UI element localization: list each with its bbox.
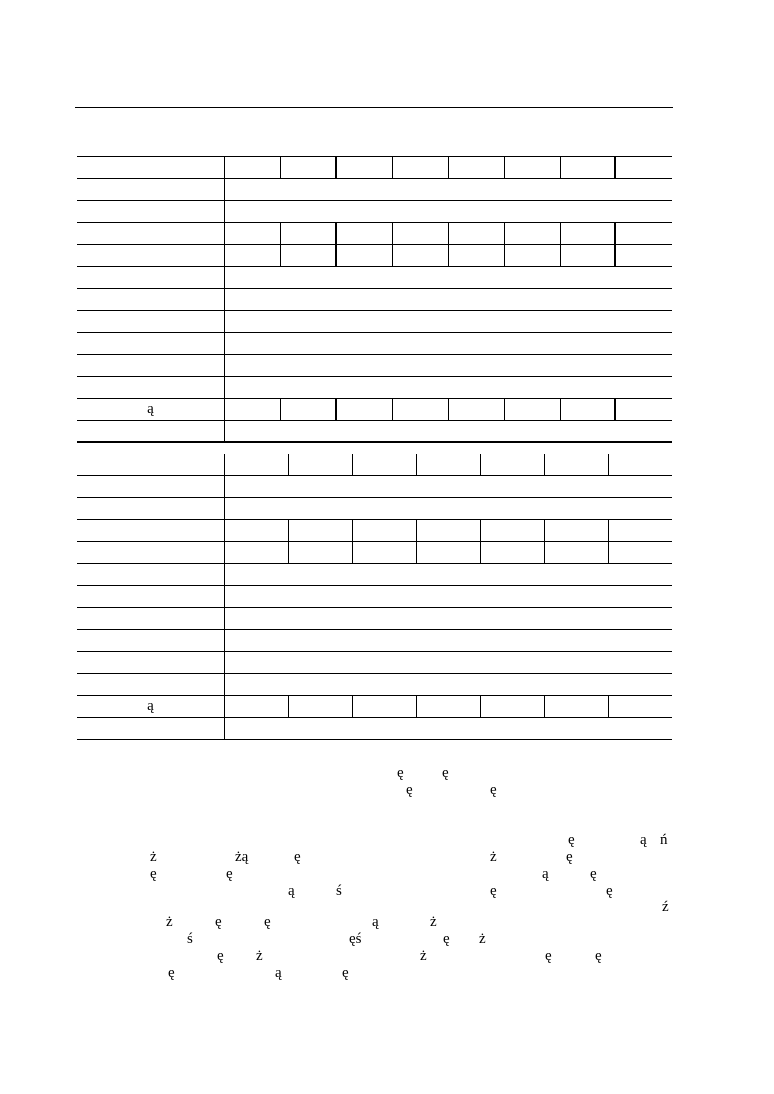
row-label bbox=[77, 223, 225, 244]
row-label bbox=[77, 564, 225, 585]
table-cell bbox=[481, 454, 545, 475]
row-label bbox=[77, 630, 225, 651]
table-row bbox=[77, 421, 672, 443]
table-cell bbox=[393, 245, 449, 266]
paragraph-glyph: ż bbox=[420, 948, 427, 964]
table-cell bbox=[353, 542, 417, 563]
table-row bbox=[77, 223, 672, 245]
paragraph-glyph: ż bbox=[166, 914, 173, 930]
table-cell bbox=[616, 399, 672, 420]
row-label bbox=[77, 498, 225, 519]
table-cell bbox=[481, 542, 545, 563]
table-cell bbox=[561, 245, 616, 266]
table-cell bbox=[481, 520, 545, 541]
table-row bbox=[77, 674, 672, 696]
caption-glyph: ę bbox=[442, 765, 449, 781]
table-cell bbox=[225, 267, 672, 288]
table-cell bbox=[417, 696, 481, 717]
table-cell bbox=[281, 245, 337, 266]
table-row bbox=[77, 267, 672, 289]
table-cell bbox=[393, 157, 449, 178]
table-cell bbox=[225, 630, 672, 651]
table-cell bbox=[353, 454, 417, 475]
table-cell bbox=[225, 421, 672, 441]
paragraph-glyph: ę bbox=[595, 948, 602, 964]
paragraph-glyph: ż bbox=[150, 849, 157, 865]
paragraph-glyph: ź bbox=[662, 899, 669, 915]
paragraph-glyph: ę bbox=[545, 948, 552, 964]
table-cell bbox=[225, 311, 672, 332]
paragraph-glyph: ę bbox=[264, 914, 271, 930]
table-row bbox=[77, 498, 672, 520]
table-cell bbox=[505, 157, 561, 178]
row-label bbox=[77, 245, 225, 266]
paragraph-glyph: ę bbox=[606, 883, 613, 899]
row-label bbox=[77, 355, 225, 376]
table-cell bbox=[449, 157, 505, 178]
table-cell bbox=[281, 157, 337, 178]
table-cell bbox=[505, 399, 561, 420]
paragraph-glyph: ęś bbox=[349, 931, 362, 947]
paragraph-glyph: ą bbox=[275, 965, 282, 981]
paragraph-glyph: ą bbox=[288, 883, 295, 899]
paragraph-glyph: ś bbox=[336, 883, 342, 899]
table-cell bbox=[225, 498, 672, 519]
table-cell bbox=[281, 223, 337, 244]
table-cell bbox=[481, 696, 545, 717]
table-cell bbox=[225, 564, 672, 585]
table-row bbox=[77, 608, 672, 630]
row-label: ą bbox=[77, 696, 225, 717]
row-label bbox=[77, 421, 225, 441]
row-label bbox=[77, 542, 225, 563]
table-cell bbox=[225, 542, 289, 563]
table-row bbox=[77, 377, 672, 399]
table-row bbox=[77, 718, 672, 740]
table-row bbox=[77, 630, 672, 652]
table-cell bbox=[449, 399, 505, 420]
paragraph-glyph: ę bbox=[568, 832, 575, 848]
table-cell bbox=[337, 245, 393, 266]
table-2 bbox=[77, 454, 672, 740]
row-label: ą bbox=[77, 399, 225, 420]
table-row bbox=[77, 476, 672, 498]
table-cell bbox=[281, 399, 337, 420]
paragraph-glyph: ę bbox=[590, 866, 597, 882]
paragraph-glyph: ę bbox=[490, 883, 497, 899]
table-cell bbox=[225, 179, 672, 200]
table-cell bbox=[545, 542, 609, 563]
table-cell bbox=[449, 245, 505, 266]
table-cell bbox=[225, 696, 289, 717]
table-row bbox=[77, 564, 672, 586]
row-label bbox=[77, 333, 225, 354]
table-cell bbox=[289, 696, 353, 717]
table-cell bbox=[225, 674, 672, 695]
row-label bbox=[77, 454, 225, 475]
paragraph-glyph: ś bbox=[187, 931, 193, 947]
row-label bbox=[77, 674, 225, 695]
table-cell bbox=[616, 223, 672, 244]
table-cell bbox=[505, 245, 561, 266]
paragraph-glyph: ę bbox=[566, 849, 573, 865]
table-cell bbox=[289, 520, 353, 541]
table-cell bbox=[616, 157, 672, 178]
table-cell bbox=[616, 245, 672, 266]
table-1 bbox=[77, 156, 672, 443]
table-cell bbox=[225, 201, 672, 222]
row-label bbox=[77, 201, 225, 222]
table-row bbox=[77, 157, 672, 179]
table-cell bbox=[225, 223, 281, 244]
table-row bbox=[77, 399, 672, 421]
table-cell bbox=[225, 355, 672, 376]
table-cell bbox=[289, 542, 353, 563]
row-label bbox=[77, 718, 225, 739]
caption-glyph: ę bbox=[490, 782, 497, 798]
table-row bbox=[77, 696, 672, 718]
table-cell bbox=[337, 399, 393, 420]
table-cell bbox=[353, 520, 417, 541]
table-row bbox=[77, 201, 672, 223]
table-row bbox=[77, 586, 672, 608]
table-cell bbox=[561, 157, 616, 178]
paragraph-glyph: ń bbox=[660, 832, 668, 848]
row-label bbox=[77, 652, 225, 673]
table-row bbox=[77, 179, 672, 201]
table-row bbox=[77, 454, 672, 476]
table-cell bbox=[289, 454, 353, 475]
row-label bbox=[77, 476, 225, 497]
paragraph-glyph: ż bbox=[490, 849, 497, 865]
paragraph-glyph: ę bbox=[215, 914, 222, 930]
table-cell bbox=[417, 454, 481, 475]
paragraph-glyph: ę bbox=[226, 866, 233, 882]
table-row bbox=[77, 355, 672, 377]
row-label bbox=[77, 157, 225, 178]
table-row bbox=[77, 520, 672, 542]
caption-glyph: ę bbox=[397, 765, 404, 781]
table-cell bbox=[609, 454, 672, 475]
table-cell bbox=[225, 652, 672, 673]
table-row bbox=[77, 311, 672, 333]
table-cell bbox=[225, 476, 672, 497]
table-cell bbox=[393, 223, 449, 244]
row-label bbox=[77, 179, 225, 200]
table-cell bbox=[225, 608, 672, 629]
table-cell bbox=[545, 696, 609, 717]
table-cell bbox=[545, 454, 609, 475]
table-cell bbox=[225, 245, 281, 266]
table-cell bbox=[353, 696, 417, 717]
row-label bbox=[77, 267, 225, 288]
paragraph-glyph: ę bbox=[443, 931, 450, 947]
paragraph-glyph: żą bbox=[235, 849, 249, 865]
table-cell bbox=[561, 223, 616, 244]
table-cell bbox=[609, 520, 672, 541]
table-row bbox=[77, 652, 672, 674]
row-label bbox=[77, 608, 225, 629]
table-cell bbox=[225, 289, 672, 310]
table-cell bbox=[505, 223, 561, 244]
table-cell bbox=[225, 520, 289, 541]
table-cell bbox=[609, 542, 672, 563]
paragraph-glyph: ż bbox=[479, 931, 486, 947]
paragraph-glyph: ą bbox=[640, 832, 647, 848]
table-cell bbox=[393, 399, 449, 420]
table-cell bbox=[561, 399, 616, 420]
table-cell bbox=[417, 542, 481, 563]
paragraph-glyph: ę bbox=[294, 849, 301, 865]
paragraph-glyph: ę bbox=[217, 948, 224, 964]
table-cell bbox=[449, 223, 505, 244]
table-cell bbox=[545, 520, 609, 541]
table-cell bbox=[225, 157, 281, 178]
table-cell bbox=[225, 454, 289, 475]
table-cell bbox=[337, 157, 393, 178]
paragraph-glyph: ż bbox=[430, 914, 437, 930]
caption-glyph: ę bbox=[406, 782, 413, 798]
table-row bbox=[77, 245, 672, 267]
row-label bbox=[77, 311, 225, 332]
table-cell bbox=[417, 520, 481, 541]
paragraph-glyph: ę bbox=[342, 965, 349, 981]
table-cell bbox=[225, 718, 672, 739]
paragraph-glyph: ą bbox=[542, 866, 549, 882]
row-label bbox=[77, 289, 225, 310]
table-cell bbox=[225, 586, 672, 607]
table-cell bbox=[225, 333, 672, 354]
table-row bbox=[77, 542, 672, 564]
paragraph-glyph: ż bbox=[256, 948, 263, 964]
row-label bbox=[77, 586, 225, 607]
table-cell bbox=[609, 696, 672, 717]
top-rule bbox=[75, 107, 673, 108]
table-row bbox=[77, 333, 672, 355]
paragraph-glyph: ę bbox=[150, 866, 157, 882]
table-cell bbox=[337, 223, 393, 244]
row-label bbox=[77, 520, 225, 541]
table-row bbox=[77, 289, 672, 311]
paragraph-glyph: ę bbox=[168, 965, 175, 981]
row-label bbox=[77, 377, 225, 398]
paragraph-glyph: ą bbox=[372, 914, 379, 930]
table-cell bbox=[225, 377, 672, 398]
table-cell bbox=[225, 399, 281, 420]
